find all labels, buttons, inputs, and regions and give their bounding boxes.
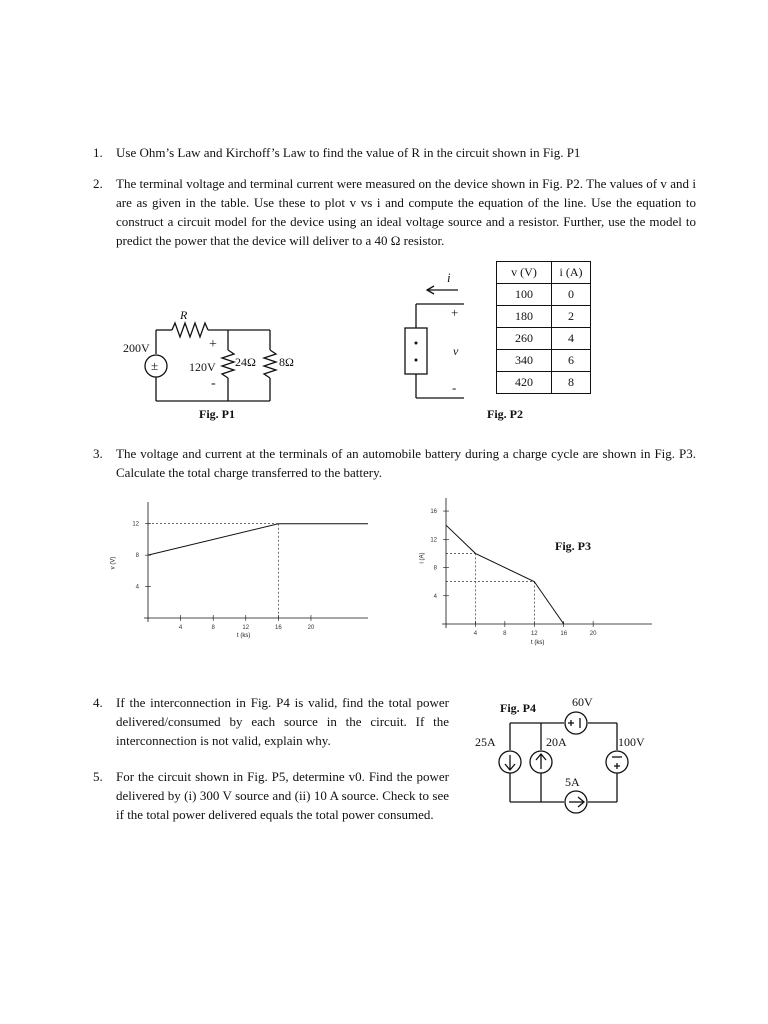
question-text: The terminal voltage and terminal current were measured on the device shown in Fig. P2. The values of v and i are as given in the table. Use these to plot v vs i and compute the equation of the line. Use the equation to construct a circuit model for the device using an ideal voltage source and a resistor. Further, use the model to predict the power that the device will deliver to a 40 Ω resistor. bbox=[116, 176, 696, 248]
y-tick-label: 4 bbox=[433, 593, 437, 600]
x-tick-label: 16 bbox=[560, 631, 568, 637]
question-text: The voltage and current at the terminals of an automobile battery during a charge cycle are shown in Fig. P3. Calculate the total charge transferred to the battery. bbox=[116, 446, 696, 480]
fig-p3-caption: Fig. P3 bbox=[555, 539, 591, 553]
header-v: v (V) bbox=[497, 262, 552, 284]
question-number: 3. bbox=[93, 446, 103, 461]
question-text: For the circuit shown in Fig. P5, determine v0. Find the power delivered by (i) 300 V source and (ii) 10 A source. Check to see if the total power delivered equals the total power consumed. bbox=[116, 769, 449, 822]
minus-label: - bbox=[452, 380, 457, 395]
question-number: 1. bbox=[93, 145, 103, 160]
cell-i: 6 bbox=[552, 350, 591, 372]
current-i-label: i bbox=[447, 270, 451, 285]
cell-i: 2 bbox=[552, 306, 591, 328]
minus-label: - bbox=[211, 376, 216, 391]
source-20a-label: 20A bbox=[546, 735, 567, 749]
cell-v: 260 bbox=[497, 328, 552, 350]
voltage-source-100v bbox=[606, 751, 628, 773]
y-tick-label: 4 bbox=[135, 584, 139, 591]
x-tick-label: 12 bbox=[530, 631, 538, 637]
fig-p2-caption: Fig. P2 bbox=[487, 407, 523, 421]
source-100v-label: 100V bbox=[618, 735, 645, 749]
x-tick-label: 4 bbox=[178, 625, 183, 631]
voltage-120v-label: 120V bbox=[189, 360, 216, 374]
source-5a-label: 5A bbox=[565, 775, 580, 789]
source-200v-label: 200V bbox=[123, 341, 150, 355]
fig-p1-caption: Fig. P1 bbox=[199, 407, 235, 421]
header-i: i (A) bbox=[552, 262, 591, 284]
plus-label: + bbox=[209, 337, 217, 352]
source-polarity-icon: ± bbox=[151, 358, 159, 373]
x-tick-label: 16 bbox=[275, 625, 282, 631]
x-tick-label: 12 bbox=[242, 625, 250, 631]
cell-v: 100 bbox=[497, 284, 552, 306]
y-tick-label: 12 bbox=[430, 537, 437, 544]
y-tick-label: 16 bbox=[430, 509, 437, 516]
cell-i: 4 bbox=[552, 328, 591, 350]
resistor-r-label: R bbox=[180, 308, 188, 322]
source-25a-label: 25A bbox=[475, 735, 496, 749]
question-text: Use Ohm’s Law and Kirchoff’s Law to find the value of R in the circuit shown in Fig. P1 bbox=[116, 145, 581, 160]
question-number: 2. bbox=[93, 176, 103, 191]
question-number: 5. bbox=[93, 769, 103, 784]
y-tick-label: 12 bbox=[132, 521, 139, 528]
voltage-ylabel: v (V) bbox=[110, 556, 117, 570]
cell-v: 340 bbox=[497, 350, 552, 372]
cell-i: 0 bbox=[552, 284, 591, 306]
r-8-label: 8Ω bbox=[279, 355, 294, 369]
cell-i: 8 bbox=[552, 372, 591, 394]
y-tick-label: 8 bbox=[135, 553, 139, 560]
question-text: If the interconnection in Fig. P4 is valid, find the total power delivered/consumed by each source in the circuit. If the interconnection is not valid, explain why. bbox=[116, 695, 449, 748]
x-tick-label: 4 bbox=[473, 631, 478, 637]
cell-v: 420 bbox=[497, 372, 552, 394]
fig-p4-caption: Fig. P4 bbox=[500, 701, 536, 715]
voltage-v-label: v bbox=[453, 344, 459, 358]
plus-label: + bbox=[451, 305, 459, 320]
source-60v-label: 60V bbox=[572, 695, 593, 709]
x-tick-label: 8 bbox=[211, 625, 215, 631]
cell-v: 180 bbox=[497, 306, 552, 328]
r-24-label: 24Ω bbox=[235, 355, 256, 369]
y-tick-label: 8 bbox=[433, 565, 437, 572]
voltage-xlabel: t (ks) bbox=[237, 633, 251, 639]
current-xlabel: t (ks) bbox=[531, 640, 545, 646]
current-ylabel: i (A) bbox=[419, 552, 426, 564]
x-tick-label: 8 bbox=[503, 631, 507, 637]
question-number: 4. bbox=[93, 695, 103, 710]
x-tick-label: 20 bbox=[307, 625, 315, 631]
x-tick-label: 20 bbox=[589, 631, 597, 637]
